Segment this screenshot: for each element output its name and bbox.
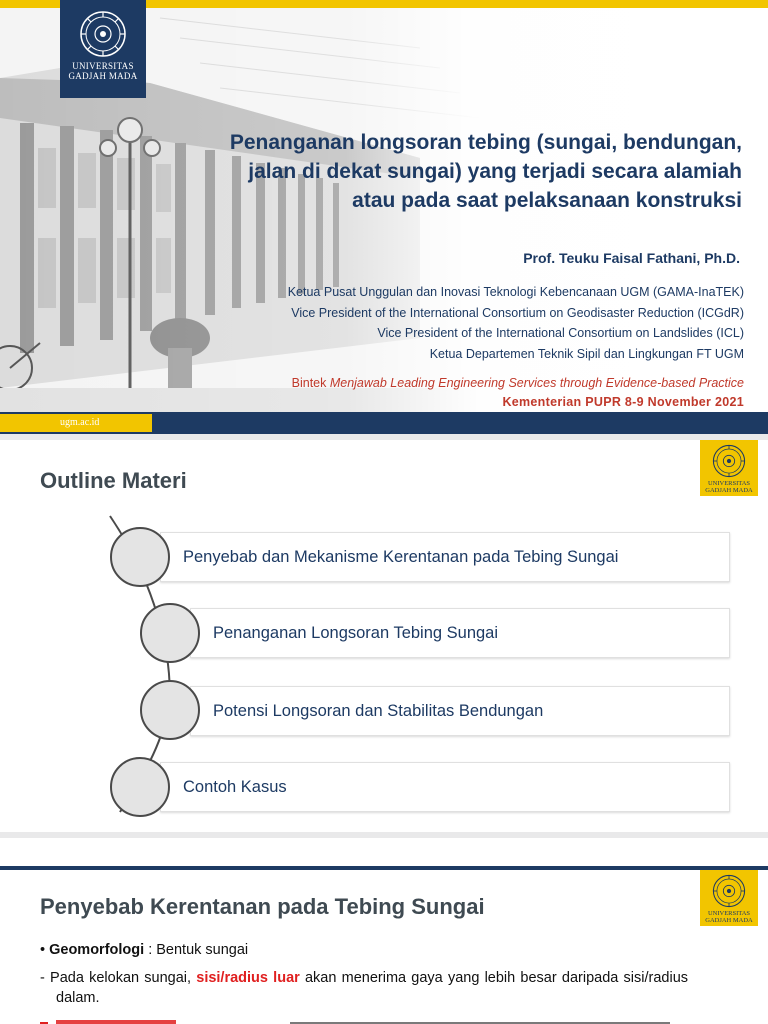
- dash-highlight: sisi/radius luar: [196, 970, 300, 986]
- event-prefix: Bintek: [291, 376, 330, 390]
- logo-text: [68, 61, 137, 81]
- slide-title: Outline Materi: [40, 468, 187, 493]
- bullet-dot: •: [40, 942, 50, 958]
- outline-bullet-circle: [140, 603, 200, 663]
- event-name: Menjawab Leading Engineering Services through Evidence-based Practice: [329, 376, 744, 390]
- outline-slide: [0, 440, 768, 832]
- outline-item-label: Potensi Longsoran dan Stabilitas Bendungan: [213, 701, 544, 720]
- ugm-logo[interactable]: [700, 870, 758, 926]
- outline-bullet-circle: [110, 757, 170, 817]
- event-line: [292, 374, 744, 393]
- event-date: Kementerian PUPR 8-9 November 2021: [502, 395, 744, 409]
- dash-point: [40, 968, 688, 1008]
- ugm-seal-icon: [712, 874, 746, 908]
- author-name: Prof. Teuku Faisal Fathani, Ph.D.: [523, 250, 740, 266]
- role-line: Ketua Pusat Unggulan dan Inovasi Teknologi Kebencanaan UGM (GAMA-InaTEK): [287, 285, 744, 299]
- dash-prefix: - Pada kelokan sungai,: [40, 970, 197, 986]
- logo-line-2: GADJAH MADA: [68, 71, 138, 81]
- title-line-1: Penanganan longsoran tebing (sungai, bendungan,: [229, 131, 742, 154]
- ugm-logo[interactable]: [60, 0, 146, 98]
- logo-line-2: GADJAH MADA: [705, 487, 753, 494]
- logo-text: [705, 910, 753, 924]
- website-url[interactable]: ugm.ac.id: [0, 414, 152, 432]
- cut-off-text-line: [40, 1014, 680, 1024]
- logo-line-2: GADJAH MADA: [705, 917, 753, 924]
- outline-item-2[interactable]: [190, 608, 730, 658]
- bullet-text: : Bentuk sungai: [144, 942, 249, 958]
- event-info: [292, 374, 744, 412]
- slide-title: Penyebab Kerentanan pada Tebing Sungai: [40, 894, 485, 919]
- logo-line-1: UNIVERSITAS: [707, 910, 751, 917]
- top-navy-bar: [0, 866, 768, 870]
- bullet-heading: Geomorfologi: [49, 942, 145, 958]
- outline-bullet-circle: [140, 680, 200, 740]
- outline-item-1[interactable]: [160, 532, 730, 582]
- bullet-geomorfologi: [40, 942, 248, 958]
- title-slide: [0, 0, 768, 434]
- title-line-3: atau pada saat pelaksanaan konstruksi: [352, 189, 742, 212]
- outline-bullet-circle: [110, 527, 170, 587]
- outline-item-label: Contoh Kasus: [183, 777, 287, 796]
- role-line: Vice President of the International Consortium on Landslides (ICL): [377, 326, 744, 340]
- role-line: Ketua Departemen Teknik Sipil dan Lingkungan FT UGM: [429, 346, 744, 361]
- presentation-title: [142, 128, 742, 215]
- outline-item-label: Penanganan Longsoran Tebing Sungai: [213, 623, 499, 642]
- dash-suffix: akan menerima gaya yang lebih besar daripada sisi/radius dalam.: [56, 970, 689, 1006]
- logo-line-1: UNIVERSITAS: [72, 61, 134, 71]
- title-line-2: jalan di dekat sungai) yang terjadi secara alamiah: [248, 160, 742, 183]
- outline-item-4[interactable]: [160, 762, 730, 812]
- author-roles: [288, 282, 744, 364]
- logo-line-1: UNIVERSITAS: [707, 480, 751, 487]
- outline-item-label: Penyebab dan Mekanisme Kerentanan pada Tebing Sungai: [183, 547, 619, 566]
- outline-item-3[interactable]: [190, 686, 730, 736]
- ugm-seal-icon: [79, 10, 127, 58]
- content-slide: [0, 838, 768, 1024]
- role-line: Vice President of the International Consortium on Geodisaster Reduction (ICGdR): [291, 305, 744, 320]
